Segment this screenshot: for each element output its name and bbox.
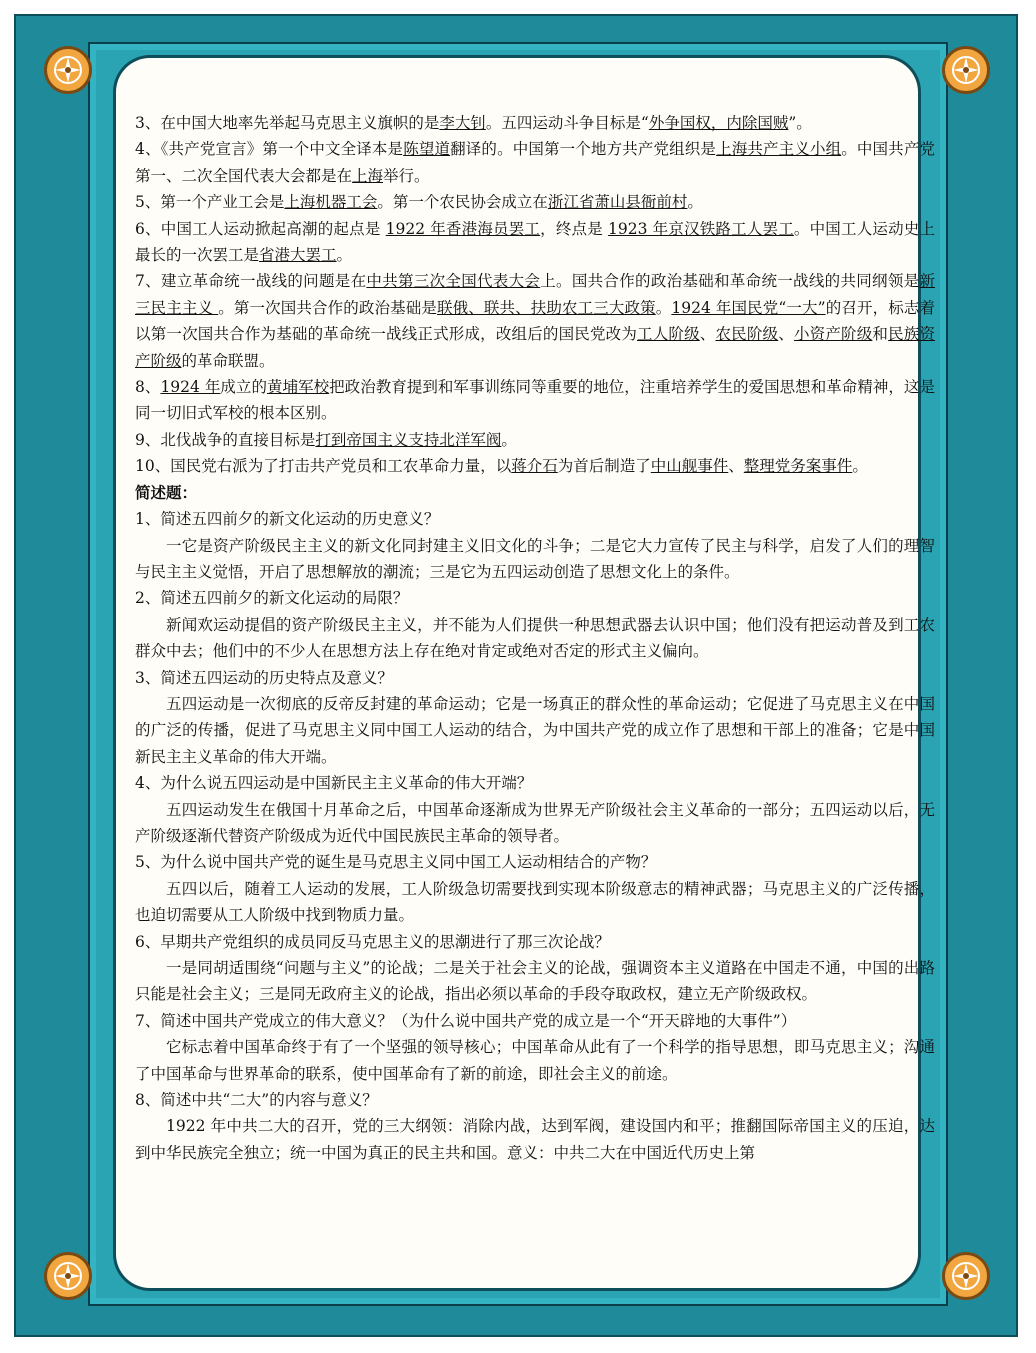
item-text: 。 [852,457,868,476]
item-text: 的革命联盟。 [181,351,275,370]
item-text: 9、北伐战争的直接目标是 [135,430,316,449]
answer-text: 1922 年香港海员罢工 [385,219,541,238]
item-text: 举行。 [383,166,430,185]
answer: 一是同胡适围绕“问题与主义”的论战；二是关于社会主义的论战，强调资本主义道路在中国走不通，中国的出路只能是社会主义；三是同无政府主义的论战，指出必须以革命的手段夺取政权，建立无产阶级政权。 [135,959,935,1004]
item-text: 6、中国工人运动掀起高潮的起点是 [135,219,386,238]
answer-text: 李大钊 [439,114,486,132]
answer: 1922 年中共二大的召开，党的三大纲领：消除内战，达到军阀，建设国内和平；推翻国际帝国主义的压迫，达到中华民族完全独立；统一中国为真正的民主共和国。意义：中共二大在中国近代历史上第 [135,1117,935,1162]
question: 7、简述中国共产党成立的伟大意义？（为什么说中国共产党的成立是一个“开天辟地的大事件”） [135,1011,797,1030]
question: 5、为什么说中国共产党的诞生是马克思主义同中国工人运动相结合的产物？ [135,853,657,872]
answer-text: 中共第三次全国代表大会 [366,272,541,291]
answer: 新闻欢运动提倡的资产阶级民主主义，并不能为人们提供一种思想武器去认识中国；他们没有把运动普及到工农群众中去；他们中的不少人在思想方法上存在绝对肯定或绝对否定的形式主义偏向。 [135,615,935,661]
item-text: 。五四运动斗争目标是“ [485,114,649,132]
fill-in-list [135,110,935,480]
answer-text: 陈望道 [403,140,451,159]
answer-text: 外争国权，内除国贼 [648,114,789,132]
item-text: 翻译的。中国第一个地方共产党组织是 [450,140,717,159]
item-text: ，终点是 [540,219,609,238]
section-heading: 简述题： [135,483,198,502]
answer-text: 上海机器工会 [284,193,378,212]
item-text: 7、建立革命统一战线的问题是在 [135,272,367,291]
answer: 它标志着中国革命终于有了一个坚强的领导核心；中国革命从此有了一个科学的指导思想，即马克思主义；沟通了中国革命与世界革命的联系，使中国革命有了新的前途，即社会主义的前途。 [135,1038,935,1083]
item-text: 。第一个农民协会成立在 [377,193,548,212]
answer: 五四运动发生在俄国十月革命之后，中国革命逐渐成为世界无产阶级社会主义革命的一部分；五四运动以后，无产阶级逐渐代替资产阶级成为近代中国民族民主革命的领导者。 [135,800,935,845]
item-text: ”。 [788,114,812,132]
answer-text: 联俄、联共、扶助农工三大政策 [436,298,656,317]
answer-text: 黄埔军校 [267,378,330,397]
item-text: 10、国民党右派为了打击共产党员和工农革命力量，以 [135,457,512,476]
answer-text: 浙江省萧山县衙前村 [547,193,688,212]
answer-text: 1923 年京汉铁路工人罢工 [608,219,794,238]
question: 8、简述中共“二大”的内容与意义？ [135,1091,378,1110]
item-text: 。 [501,430,517,449]
question: 2、简述五四前夕的新文化运动的局限？ [135,589,409,608]
list-item [135,110,935,136]
answer: 一它是资产阶级民主主义的新文化同封建主义旧文化的斗争；二是它大力宣传了民主与科学，启发了人们的理智与民主主义觉悟，开启了思想解放的潮流；三是它为五四运动创造了思想文化上的条件。 [135,536,935,581]
item-text: 、 [699,325,716,344]
item-text: 把政治教育提到和军事训练同等重要的地位，注重培养学生的爱国思想和革命精神，这是同一切旧式军校的根本区别。 [135,378,935,423]
answer-text: 工人阶级 [637,325,700,344]
answer-text: 整理党务案事件 [743,457,853,476]
item-text: 、 [778,325,794,344]
question: 6、早期共产党组织的成员同反马克思主义的思潮进行了那三次论战？ [135,932,610,951]
item-text: 成立的 [220,378,267,397]
answer-text: 新三民主主义 [135,272,935,317]
list-item [135,374,935,427]
item-text: 的召开，标志着以第一次国共合作为基础的革命统一战线正式形成，改组后的国民党改为 [135,298,935,344]
corner-rosette-icon [44,46,92,94]
item-text: 为首后制造了 [557,457,651,476]
item-text: 上。国共合作的政治基础和革命统一战线的共同纲领是 [540,272,920,291]
qa-list [135,506,935,1166]
answer-text: 1924 年国民党“一大” [671,298,826,317]
item-text: 。中国共产党第一、二次全国代表大会都是在 [135,140,935,185]
list-item [135,268,935,374]
answer-text: 上海 [352,166,384,185]
corner-rosette-icon [44,1252,92,1300]
answer: 五四运动是一次彻底的反帝反封建的革命运动；它是一场真正的群众性的革命运动；它促进了马克思主义在中国的广泛的传播，促进了马克思主义同中国工人运动的结合，为中国共产党的成立作了思想和干部上的准备；它是中国新民主主义革命的伟大开端。 [135,694,935,766]
item-text: 和 [872,325,889,344]
corner-rosette-icon [942,1252,990,1300]
answer: 五四以后，随着工人运动的发展，工人阶级急切需要找到实现本阶级意志的精神武器；马克思主义的广泛传播，也迫切需要从工人阶级中找到物质力量。 [135,879,935,925]
question: 3、简述五四运动的历史特点及意义？ [135,668,393,687]
item-text: 3、在中国大地率先举起马克思主义旗帜的是 [135,114,440,132]
corner-rosette-icon [942,46,990,94]
answer-text: 1924 年 [160,378,221,397]
answer-text: 小资产阶级 [793,325,873,344]
list-item [135,427,935,453]
item-text: 。 [655,298,672,317]
list-item [135,136,935,189]
list-item [135,189,935,215]
item-text: 、 [728,457,744,476]
list-item [135,453,935,479]
answer-text: 打到帝国主义支持北洋军阀 [315,430,502,449]
document-body [135,110,935,1166]
item-text: 。 [336,246,353,265]
answer-text: 省港大罢工 [259,246,337,265]
answer-text: 农民阶级 [715,325,779,344]
question: 4、为什么说五四运动是中国新民主主义革命的伟大开端？ [135,774,533,793]
answer-text: 中山舰事件 [650,457,729,476]
item-text: 8、 [135,378,161,397]
item-text: 。第一次国共合作的政治基础是 [218,298,437,317]
item-text: 。 [687,193,703,212]
answer-text: 民族资产阶级 [135,325,935,370]
answer-text: 蒋介石 [511,457,558,476]
answer-text: 上海共产主义小组 [716,140,842,159]
list-item [135,216,935,269]
item-text: 5、第一个产业工会是 [135,193,285,212]
question: 1、简述五四前夕的新文化运动的历史意义？ [135,510,440,529]
item-text: 。中国工人运动史上最长的一次罢工是 [135,219,935,265]
item-text: 4、《共产党宣言》第一个中文全译本是 [135,140,404,159]
